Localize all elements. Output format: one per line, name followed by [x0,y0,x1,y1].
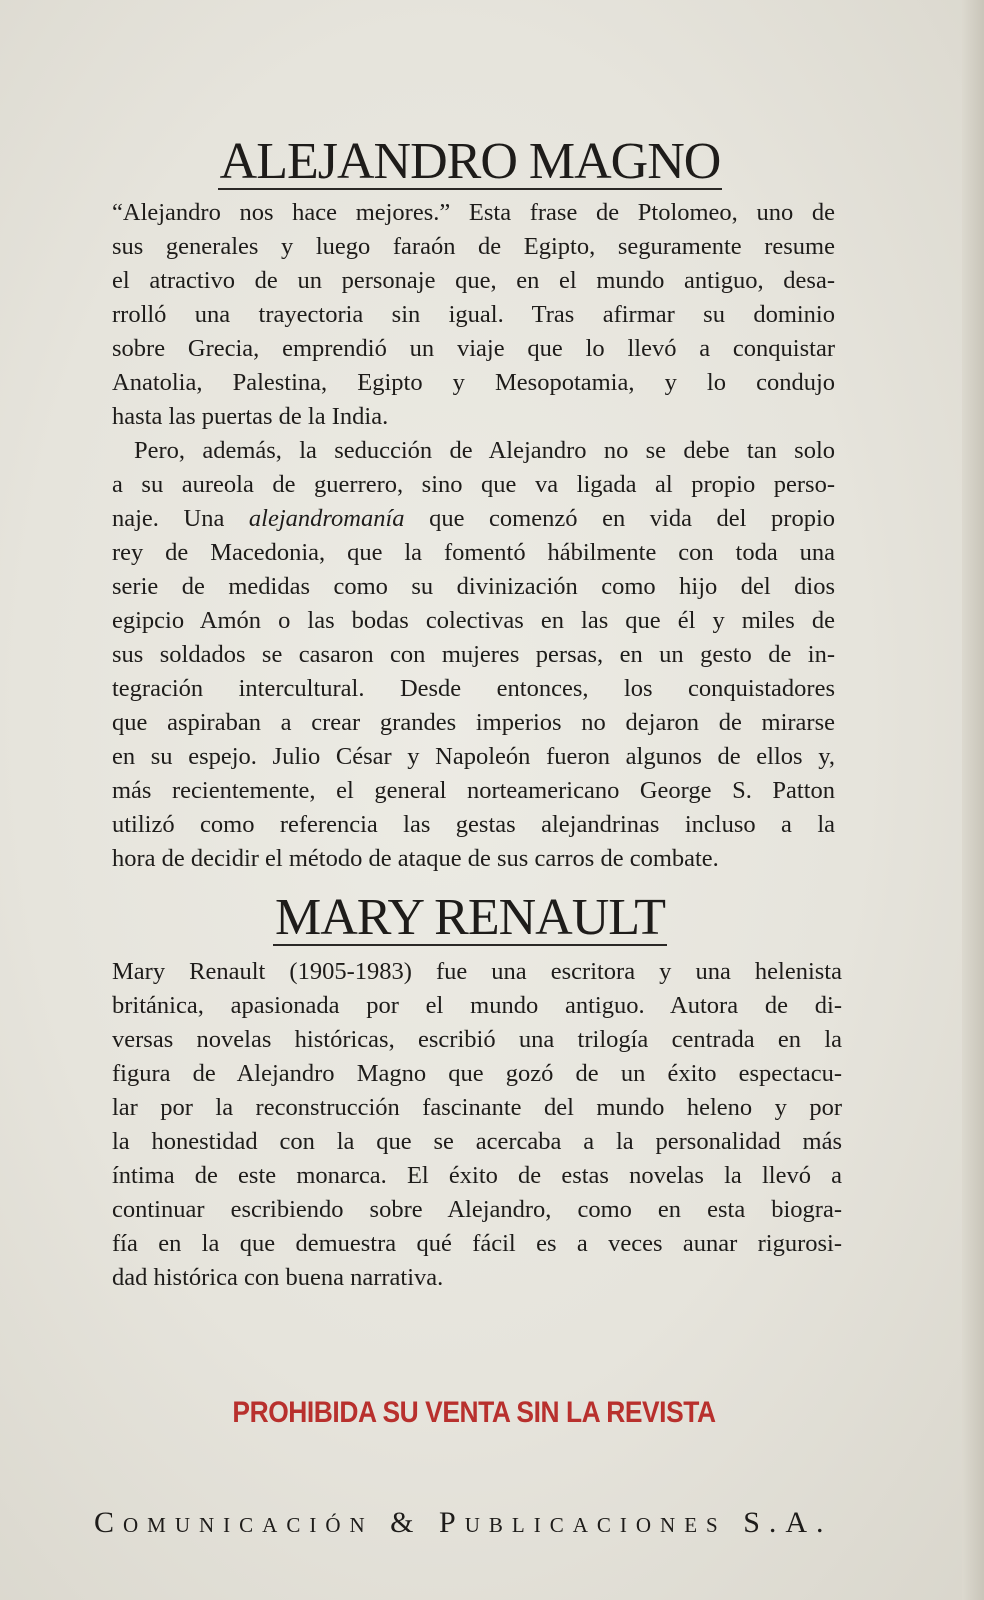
text-line: sobre Grecia, emprendió un viaje que lo llevó a conquistar [112,335,835,362]
text-line: “Alejandro nos hace mejores.” Esta frase de Ptolomeo, uno de [112,199,835,226]
sale-warning: PROHIBIDA SU VENTA SIN LA REVISTA [232,1396,716,1429]
text-line: naje. Una alejandromanía que comenzó en vida del propio [112,505,835,532]
text-line: lar por la reconstrucción fascinante del mundo heleno y por [112,1094,842,1121]
text-line: hasta las puertas de la India. [112,403,389,430]
text-line: hora de decidir el método de ataque de sus carros de combate. [112,845,719,872]
text-line: en su espejo. Julio César y Napoleón fueron algunos de ellos y, [112,743,835,770]
text-line: británica, apasionada por el mundo antiguo. Autora de di- [112,992,842,1019]
section-title-author [0,888,940,947]
text-line: el atractivo de un personaje que, en el mundo antiguo, desa- [112,267,835,294]
text-line: fía en la que demuestra qué fácil es a veces aunar rigurosi- [112,1230,842,1257]
title-text: ALEJANDRO MAGNO [219,133,721,190]
text-line: Mary Renault (1905-1983) fue una escritora y una helenista [112,958,842,985]
text-line: serie de medidas como su divinización como hijo del dios [112,573,835,600]
text-line: tegración intercultural. Desde entonces, los conquistadores [112,675,835,702]
text-line: versas novelas históricas, escribió una trilogía centrada en la [112,1026,842,1053]
text-line: que aspiraban a crear grandes imperios no dejaron de mirarse [112,709,835,736]
text-line: a su aureola de guerrero, sino que va ligada al propio perso- [112,471,835,498]
text-line: Pero, además, la seducción de Alejandro no se debe tan solo [134,437,835,464]
cover-edge [962,0,984,1600]
text-line: más recientemente, el general norteamericano George S. Patton [112,777,835,804]
text-line: íntima de este monarca. El éxito de estas novelas la llevó a [112,1162,842,1189]
text-line: la honestidad con la que se acercaba a la personalidad más [112,1128,842,1155]
text-line: dad histórica con buena narrativa. [112,1264,444,1291]
text-line: Anatolia, Palestina, Egipto y Mesopotamia, y lo condujo [112,369,835,396]
publisher-name: Comunicación & Publicaciones S.A. [94,1506,833,1539]
text-line: sus generales y luego faraón de Egipto, seguramente resume [112,233,835,260]
text-line: rey de Macedonia, que la fomentó hábilmente con toda una [112,539,835,566]
section1-body [112,196,835,876]
text-line: rrolló una trayectoria sin igual. Tras afirmar su dominio [112,301,835,328]
text-line: figura de Alejandro Magno que gozó de un éxito espectacu- [112,1060,842,1087]
text-line: egipcio Amón o las bodas colectivas en las que él y miles de [112,607,835,634]
text-line: utilizó como referencia las gestas alejandrinas incluso a la [112,811,835,838]
section2-body [112,955,842,1295]
section-title-alejandro [0,132,940,191]
text-line: continuar escribiendo sobre Alejandro, como en esta biogra- [112,1196,842,1223]
text-line: sus soldados se casaron con mujeres persas, en un gesto de in- [112,641,835,668]
title-text: MARY RENAULT [274,889,666,946]
